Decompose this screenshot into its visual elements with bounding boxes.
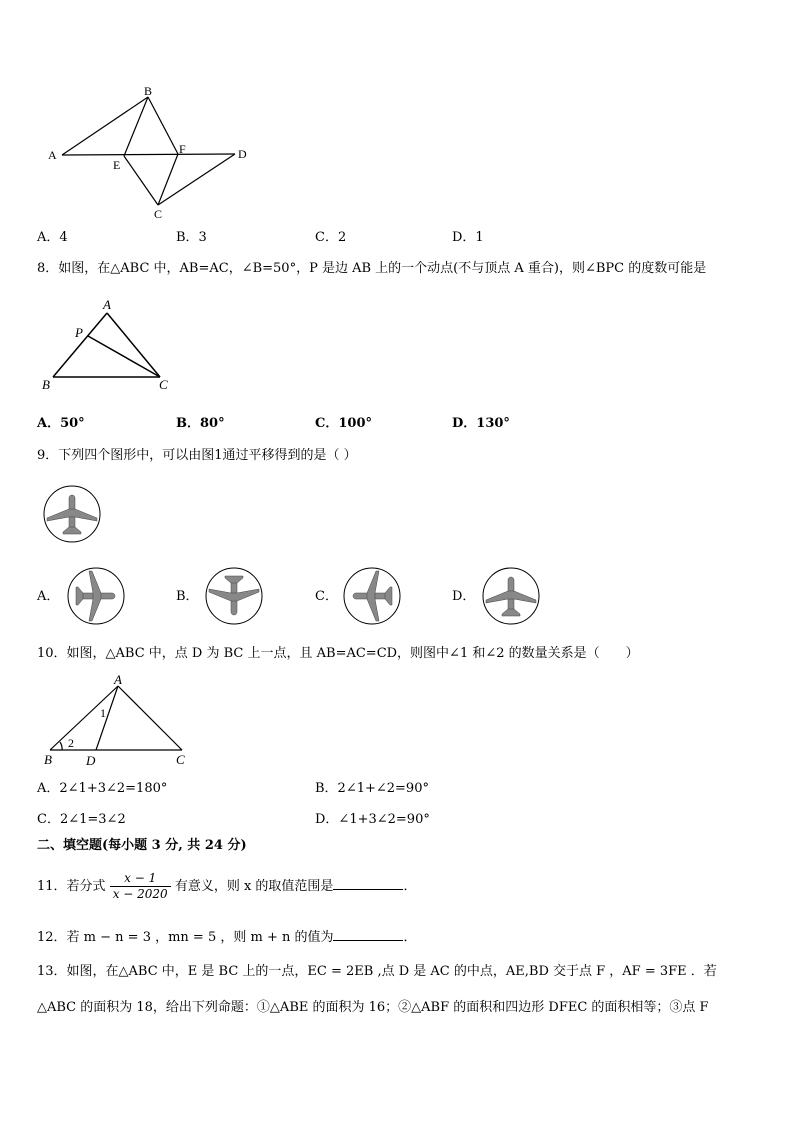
q8-option-c: C．100° bbox=[315, 416, 372, 431]
q8-question-text: 8．如图，在△ABC 中，AB=AC，∠B=50°，P 是边 AB 上的一个动点(不与顶点 A 重合)，则∠BPC 的度数可能是 bbox=[37, 261, 707, 276]
q7-label-f: F bbox=[179, 142, 186, 156]
q9-option-d: D． bbox=[452, 589, 476, 604]
q11-end: ． bbox=[403, 879, 417, 894]
q7-label-c: C bbox=[154, 207, 163, 221]
q7-option-d: D．1 bbox=[452, 230, 484, 245]
q11-numerator: x − 1 bbox=[110, 871, 171, 887]
q9-option-c-airplane-icon bbox=[342, 566, 402, 626]
q13-line-2: △ABC 的面积为 18，给出下列命题：①△ABE 的面积为 16；②△ABF 的面积和四边形 DFEC 的面积相等；③点 F bbox=[37, 1000, 709, 1015]
q11-answer-blank[interactable] bbox=[333, 877, 403, 890]
q10-label-b: B bbox=[44, 752, 52, 767]
q8-label-c: C bbox=[159, 377, 168, 392]
q10-question-text: 10．如图，△ABC 中，点 D 为 BC 上一点，且 AB=AC=CD，则图中∠1 和∠2 的数量关系是（ ） bbox=[37, 646, 639, 661]
q7-figure bbox=[40, 85, 260, 220]
q9-option-a: A． bbox=[37, 589, 60, 604]
q10-label-c: C bbox=[176, 752, 185, 767]
q9-option-b: B． bbox=[176, 589, 199, 604]
q9-figure-1-airplane-icon bbox=[42, 484, 102, 544]
q11-fraction bbox=[110, 871, 171, 902]
q8-label-a: A bbox=[103, 297, 111, 312]
q7-option-c: C．2 bbox=[315, 230, 347, 245]
q8-figure bbox=[38, 295, 178, 395]
section-title-fill-in: 二、填空题(每小题 3 分, 共 24 分) bbox=[37, 838, 247, 853]
q8-option-d: D．130° bbox=[452, 416, 510, 431]
q11-prefix: 11．若分式 bbox=[37, 879, 106, 894]
q11-question bbox=[37, 868, 416, 906]
q7-option-a: A．4 bbox=[37, 230, 68, 245]
q7-label-b: B bbox=[144, 84, 153, 98]
q9-question-text: 9．下列四个图形中，可以由图1通过平移得到的是（ ） bbox=[37, 448, 357, 463]
q8-label-b: B bbox=[42, 377, 50, 392]
q12-text: 12．若 m − n = 3 ，mn = 5 ，则 m + n 的值为 bbox=[37, 930, 334, 945]
q11-denominator: x − 2020 bbox=[112, 887, 168, 901]
q8-option-b: B．80° bbox=[176, 416, 225, 431]
q10-figure bbox=[38, 672, 198, 772]
q10-option-c: C．2∠1=3∠2 bbox=[37, 812, 126, 827]
q12-answer-blank[interactable] bbox=[333, 928, 403, 941]
q8-label-p: P bbox=[75, 325, 83, 340]
q12-question bbox=[37, 928, 417, 946]
q9-option-d-airplane-icon bbox=[481, 566, 541, 626]
q9-option-a-airplane-icon bbox=[66, 566, 126, 626]
q10-option-d: D．∠1+3∠2=90° bbox=[315, 812, 430, 827]
q10-label-two: 2 bbox=[68, 736, 74, 750]
q7-label-e: E bbox=[113, 158, 121, 172]
q9-option-c: C． bbox=[315, 589, 338, 604]
q10-option-a: A．2∠1+3∠2=180° bbox=[37, 781, 168, 796]
q11-suffix: 有意义，则 x 的取值范围是 bbox=[174, 879, 334, 894]
q12-end: ． bbox=[403, 930, 417, 945]
q8-option-a: A．50° bbox=[37, 416, 85, 431]
q10-option-b: B．2∠1+∠2=90° bbox=[315, 781, 429, 796]
q13-line-1: 13．如图，在△ABC 中，E 是 BC 上的一点，EC = 2EB ,点 D 是 AC 的中点，AE,BD 交于点 F ，AF = 3FE ．若 bbox=[37, 964, 717, 979]
q10-label-one: 1 bbox=[100, 706, 106, 720]
q10-label-a: A bbox=[114, 672, 122, 687]
q10-label-d: D bbox=[86, 753, 96, 768]
q7-option-b: B．3 bbox=[176, 230, 207, 245]
q7-label-a: A bbox=[48, 148, 57, 162]
q7-label-d: D bbox=[238, 147, 247, 161]
q9-option-b-airplane-icon bbox=[204, 566, 264, 626]
